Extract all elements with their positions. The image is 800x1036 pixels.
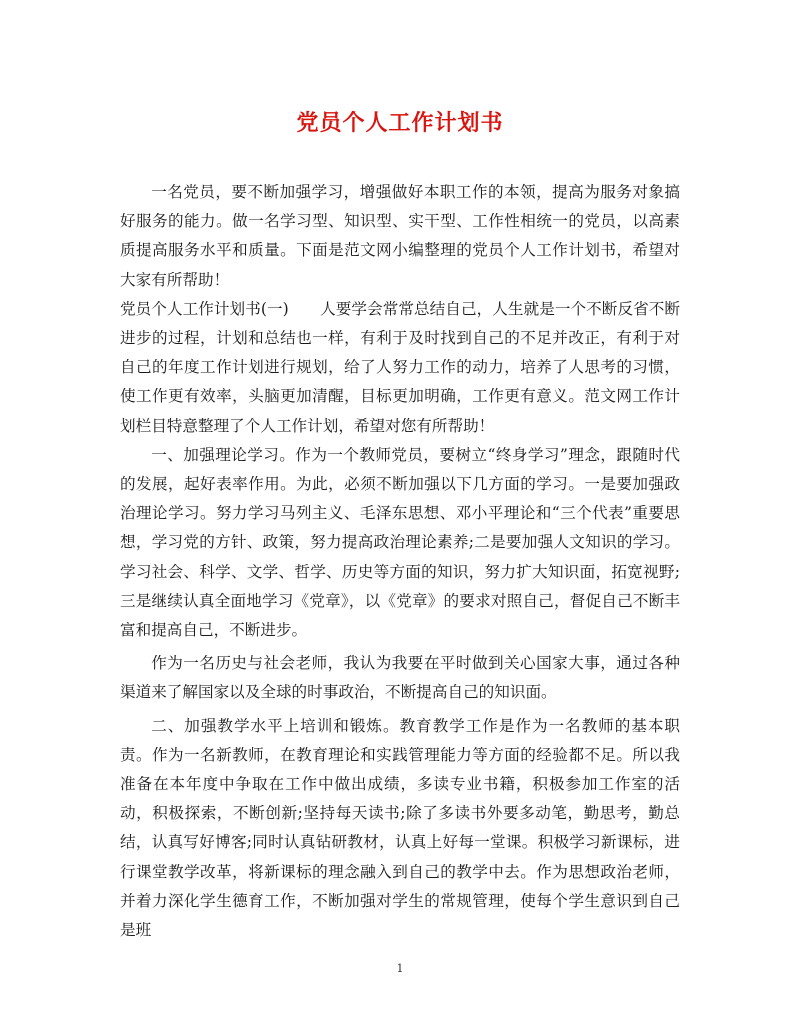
paragraph-teaching-training: 二、加强教学水平上培训和锻炼。教育教学工作是作为一名教师的基本职责。作为一名新教师，在教育理论和实践管理能力等方面的经验都不足。所以我准备在本年度中争取在工作中做出成绩，多读专业书籍，积极参加工作室的活动，积极探索，不断创新;坚持每天读书;除了多读书外要多动笔，勤思考，勤总结，认真写好博客;同时认真钻研教材，认真上好每一堂课。积极学习新课标，进行课堂教学改革，将新课标的理念融入到自己的教学中去。作为思想政治老师，并着力深化学生德育工作，不断加强对学生的常规管理，使每个学生意识到自己是班 (120, 716, 680, 940)
paragraph-history-teacher: 作为一名历史与社会老师，我认为我要在平时做到关心国家大事，通过各种渠道来了解国家以及全球的时事政治，不断提高自己的知识面。 (120, 654, 680, 702)
page-number: 1 (396, 962, 404, 975)
document-title: 党员个人工作计划书 (296, 110, 504, 136)
paragraph-theory-study: 一、加强理论学习。作为一个教师党员，要树立“终身学习”理念，跟随时代的发展，起好表率作用。为此，必须不断加强以下几方面的学习。一是要加强政治理论学习。努力学习马列主义、毛泽东思想、邓小平理论和“三个代表”重要思想，学习党的方针、政策，努力提高政治理论素养;二是要加强人文知识的学习。学习社会、科学、文学、哲学、历史等方面的知识，努力扩大知识面，拓宽视野;三是继续认真全面地学习《党章》，以《党章》的要求对照自己，督促自己不断丰富和提高自己，不断进步。 (120, 445, 680, 640)
paragraph-plan-one: 党员个人工作计划书(一) 人要学会常常总结自己，人生就是一个不断反省不断进步的过程，计划和总结也一样，有利于及时找到自己的不足并改正，有利于对自己的年度工作计划进行规划，给了人努力工作的动力，培养了人思考的习惯，使工作更有效率，头脑更加清醒，目标更加明确，工作更有意义。范文网工作计划栏目特意整理了个人工作计划，希望对您有所帮助！ (120, 299, 680, 435)
document-body (120, 178, 680, 945)
paragraph-intro: 一名党员，要不断加强学习，增强做好本职工作的本领，提高为服务对象搞好服务的能力。做一名学习型、知识型、实干型、工作性相统一的党员，以高素质提高服务水平和质量。下面是范文网小编整理的党员个人工作计划书，希望对大家有所帮助！ (120, 183, 680, 289)
